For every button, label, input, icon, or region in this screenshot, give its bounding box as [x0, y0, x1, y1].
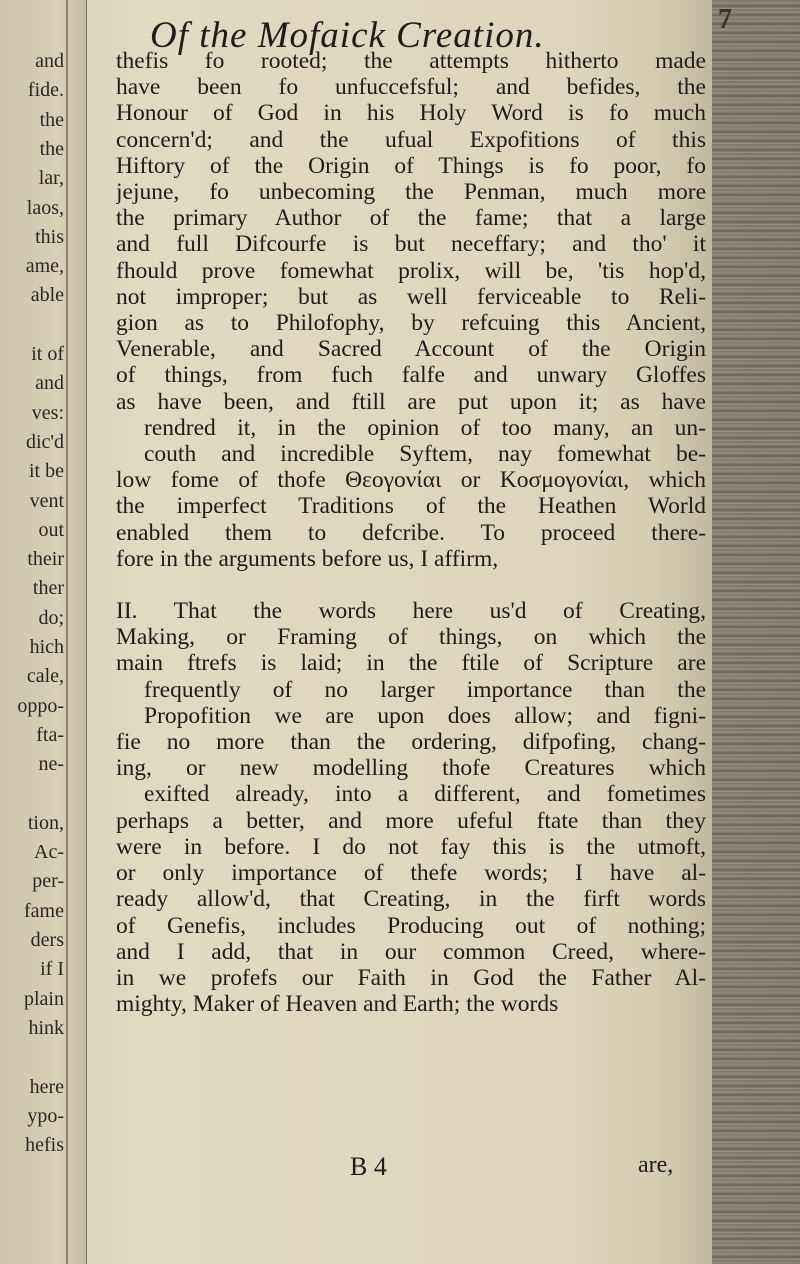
- margin-fragment: if I: [40, 958, 64, 981]
- margin-fragment: ves:: [31, 401, 64, 424]
- margin-fragment: ders: [30, 929, 64, 951]
- text-line: fore in the arguments before us, I affirm,: [116, 545, 499, 572]
- margin-fragment: cale,: [26, 665, 64, 688]
- text-line: as have been, and ftill are put upon it; as have: [116, 388, 706, 415]
- text-line: Honour of God in his Holy Word is fo much: [116, 100, 706, 127]
- margin-fragment: fame: [24, 899, 64, 922]
- margin-fragment: their: [27, 548, 64, 571]
- margin-fragment: Ac-: [34, 841, 64, 864]
- text-line: have been fo unfuccefsful; and befides, the: [116, 74, 706, 101]
- gutter-line: [66, 0, 68, 1264]
- margin-fragment: dic'd: [25, 430, 64, 453]
- fore-edge: [712, 0, 800, 1264]
- text-line: mighty, Maker of Heaven and Earth; the words: [116, 991, 559, 1018]
- margin-fragment: fide.: [27, 79, 64, 102]
- margin-fragment: this: [35, 225, 64, 248]
- margin-fragment: it be: [29, 460, 64, 483]
- text-line: fie no more than the ordering, difpofing, chang-: [116, 729, 706, 756]
- margin-fragment: ypo-: [27, 1104, 64, 1127]
- margin-fragment: hefis: [25, 1134, 64, 1157]
- text-line: frequently of no larger importance than the: [144, 676, 706, 703]
- text-line: not improper; but as well ferviceable to Reli-: [116, 283, 706, 310]
- text-line: fhould prove fomewhat prolix, will be, 'tis hop'd,: [116, 257, 706, 284]
- text-line: were in before. I do not fay this is the utmoft,: [116, 833, 706, 860]
- margin-fragment: able: [30, 284, 64, 307]
- margin-fragment: it of: [31, 343, 64, 365]
- margin-fragment: ame,: [25, 255, 64, 278]
- text-line: of Genefis, includes Producing out of nothing;: [116, 912, 706, 939]
- text-line: thefis fo rooted; the attempts hitherto made: [116, 48, 706, 74]
- margin-fragment: lar,: [38, 167, 64, 190]
- text-line: Hiftory of the Origin of Things is fo poor, fo: [116, 152, 706, 179]
- text-line: II. That the words here us'd of Creating,: [116, 598, 706, 625]
- text-line: main ftrefs is laid; in the ftile of Scripture are: [116, 650, 706, 677]
- text-line: the primary Author of the fame; that a large: [116, 205, 706, 232]
- margin-fragment: per-: [32, 870, 64, 893]
- margin-fragment: oppo-: [17, 694, 64, 717]
- text-line: Making, or Framing of things, on which the: [116, 624, 706, 651]
- body-text: [116, 48, 706, 1017]
- text-line: rendred it, in the opinion of too many, an un-: [144, 414, 706, 441]
- text-line: the imperfect Traditions of the Heathen World: [116, 493, 706, 520]
- margin-fragment: fta-: [36, 723, 64, 746]
- margin-fragment: here: [29, 1075, 64, 1098]
- text-line: low fome of thofe Θεογονίαι or Κοσμογονίαι, which: [116, 467, 706, 494]
- text-line: ready allow'd, that Creating, in the firft words: [116, 886, 706, 913]
- margin-fragment: plain: [24, 987, 64, 1010]
- paragraph-break: [116, 572, 706, 598]
- running-header: Of the Mofaick Creation.: [150, 15, 545, 56]
- margin-fragment: and: [35, 50, 64, 72]
- text-line: or only importance of thefe words; I have al-: [116, 860, 706, 887]
- margin-fragment: hich: [29, 636, 64, 658]
- catchword: are,: [638, 1152, 674, 1178]
- signature-mark: B 4: [350, 1152, 387, 1181]
- margin-fragment: ther: [32, 577, 64, 600]
- text-line: concern'd; and the ufual Expofitions of this: [116, 126, 706, 153]
- margin-fragment: out: [38, 518, 64, 541]
- margin-fragment: do;: [38, 606, 64, 629]
- margin-fragment: the: [39, 108, 64, 131]
- margin-fragment: and: [35, 372, 64, 395]
- text-line: ing, or new modelling thofe Creatures which: [116, 755, 706, 782]
- margin-fragment: hink: [28, 1016, 64, 1039]
- text-line: and I add, that in our common Creed, where-: [116, 938, 706, 965]
- text-line: Venerable, and Sacred Account of the Origin: [116, 336, 706, 363]
- fore-edge-mark: 7: [718, 4, 732, 35]
- text-line: in we profefs our Faith in God the Father Al-: [116, 964, 706, 991]
- margin-fragment: laos,: [26, 196, 64, 219]
- text-line: couth and incredible Syftem, nay fomewhat be-: [144, 441, 706, 468]
- previous-page-margin: [0, 0, 87, 1264]
- margin-fragment: ne-: [38, 753, 64, 776]
- margin-fragment: the: [39, 137, 64, 160]
- text-line: jejune, fo unbecoming the Penman, much more: [116, 179, 706, 206]
- text-line: of things, from fuch falfe and unwary Gloffes: [116, 362, 706, 389]
- margin-fragment: vent: [29, 489, 64, 512]
- text-line: and full Difcourfe is but neceffary; and tho' it: [116, 231, 706, 258]
- text-line: exifted already, into a different, and fometimes: [144, 781, 706, 808]
- margin-fragment: tion,: [27, 811, 64, 834]
- text-line: enabled them to defcribe. To proceed there-: [116, 519, 706, 546]
- text-line: perhaps a better, and more ufeful ftate than they: [116, 807, 706, 834]
- text-line: gion as to Philofophy, by refcuing this Ancient,: [116, 310, 706, 337]
- text-line: Propofition we are upon does allow; and figni-: [144, 702, 706, 729]
